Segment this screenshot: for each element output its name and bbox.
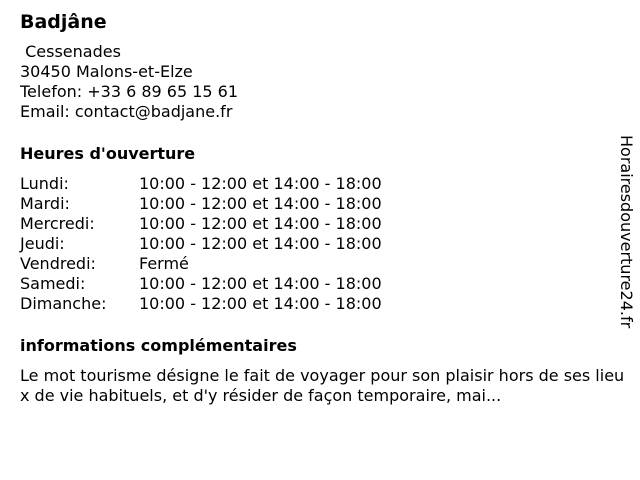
contact-block — [20, 42, 630, 122]
day-label: Lundi: — [20, 174, 69, 193]
day-label: Jeudi: — [20, 234, 65, 253]
site-watermark: Horairesdouverture24.fr — [617, 135, 636, 329]
address-street: Cessenades — [20, 42, 121, 61]
day-hours: 10:00 - 12:00 et 14:00 - 18:00 — [139, 174, 382, 193]
info-description: Le mot tourisme désigne le fait de voyager pour son plaisir hors de ses lieux de vie habituels, et d'y résider de façon temporaire, mai... — [20, 366, 625, 405]
business-card — [20, 10, 630, 406]
day-hours: Fermé — [139, 254, 189, 273]
day-label: Mercredi: — [20, 214, 95, 233]
hours-row-monday — [20, 174, 630, 194]
day-label: Vendredi: — [20, 254, 96, 273]
hours-row-sunday — [20, 294, 630, 314]
info-heading: informations complémentaires — [20, 336, 297, 355]
day-hours: 10:00 - 12:00 et 14:00 - 18:00 — [139, 214, 382, 233]
day-label: Mardi: — [20, 194, 70, 213]
hours-row-wednesday — [20, 214, 630, 234]
business-name: Badjâne — [20, 11, 107, 33]
hours-table — [20, 174, 630, 314]
day-hours: 10:00 - 12:00 et 14:00 - 18:00 — [139, 274, 382, 293]
day-hours: 10:00 - 12:00 et 14:00 - 18:00 — [139, 294, 382, 313]
hours-row-tuesday — [20, 194, 630, 214]
hours-heading: Heures d'ouverture — [20, 144, 196, 163]
day-hours: 10:00 - 12:00 et 14:00 - 18:00 — [139, 194, 382, 213]
phone-number[interactable]: Telefon: +33 6 89 65 15 61 — [20, 82, 239, 101]
day-label: Samedi: — [20, 274, 86, 293]
hours-row-thursday — [20, 234, 630, 254]
day-hours: 10:00 - 12:00 et 14:00 - 18:00 — [139, 234, 382, 253]
day-label: Dimanche: — [20, 294, 107, 313]
address-city: 30450 Malons-et-Elze — [20, 62, 193, 81]
email-address[interactable]: Email: contact@badjane.fr — [20, 102, 233, 121]
hours-row-saturday — [20, 274, 630, 294]
hours-row-friday — [20, 254, 630, 274]
